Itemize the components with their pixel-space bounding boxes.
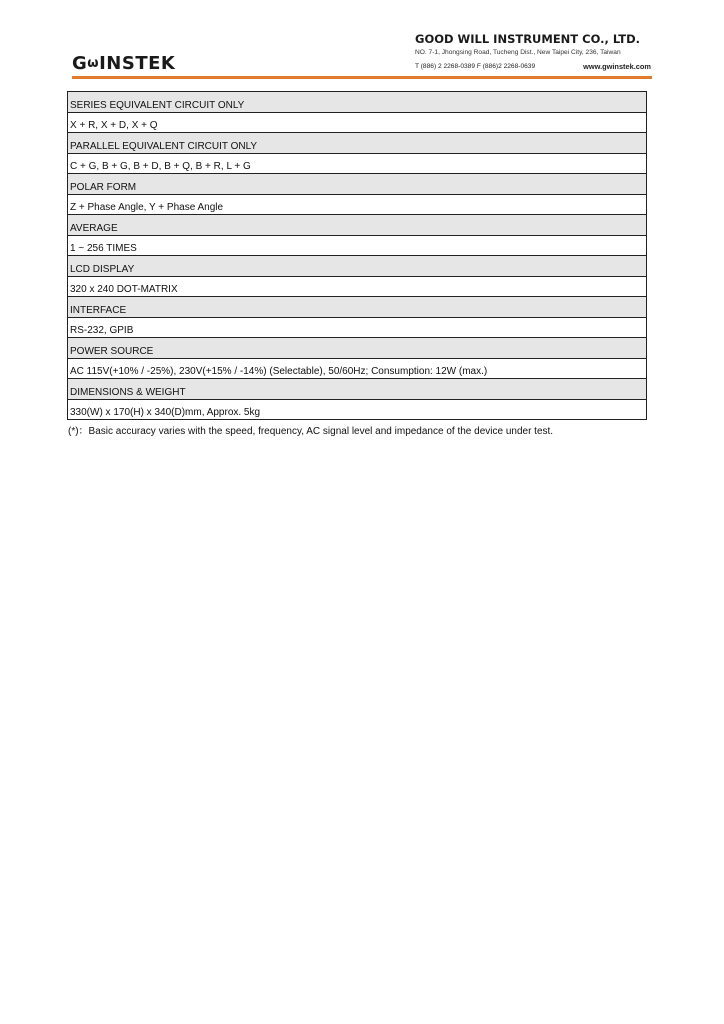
spec-value: X + R, X + D, X + Q bbox=[68, 112, 647, 133]
spec-value: C + G, B + G, B + D, B + Q, B + R, L + G bbox=[68, 153, 647, 174]
accuracy-footnote: (*)：Basic accuracy varies with the speed, frequency, AC signal level and impedance of the device under test. bbox=[68, 426, 554, 437]
table-row bbox=[68, 358, 647, 379]
spec-heading: SERIES EQUIVALENT CIRCUIT ONLY bbox=[68, 92, 647, 113]
table-row bbox=[68, 276, 647, 297]
table-row bbox=[68, 256, 647, 277]
table-row bbox=[68, 399, 647, 420]
spec-heading: DIMENSIONS & WEIGHT bbox=[68, 379, 647, 400]
table-row bbox=[68, 297, 647, 318]
table-row bbox=[68, 174, 647, 195]
table-row bbox=[68, 317, 647, 338]
spec-value: Z + Phase Angle, Y + Phase Angle bbox=[68, 194, 647, 215]
spec-heading: PARALLEL EQUIVALENT CIRCUIT ONLY bbox=[68, 133, 647, 154]
table-row bbox=[68, 215, 647, 236]
table-row bbox=[68, 133, 647, 154]
spec-value: 320 x 240 DOT-MATRIX bbox=[68, 276, 647, 297]
company-contact bbox=[415, 62, 651, 71]
table-row bbox=[68, 338, 647, 359]
spec-table bbox=[67, 91, 647, 420]
phone-fax: T (886) 2 2268-0389 F (886)2 2268-0639 bbox=[415, 63, 536, 70]
page-header bbox=[0, 0, 724, 80]
company-address: NO. 7-1, Jhongsing Road, Tucheng Dist., New Taipei City, 236, Taiwan bbox=[415, 49, 621, 56]
website: www.gwinstek.com bbox=[583, 62, 651, 71]
spec-value: 330(W) x 170(H) x 340(D)mm, Approx. 5kg bbox=[68, 399, 647, 420]
spec-heading: LCD DISPLAY bbox=[68, 256, 647, 277]
table-row bbox=[68, 235, 647, 256]
table-row bbox=[68, 112, 647, 133]
spec-value: 1 ~ 256 TIMES bbox=[68, 235, 647, 256]
spec-value: AC 115V(+10% / -25%), 230V(+15% / -14%) (Selectable), 50/60Hz; Consumption: 12W (max.) bbox=[68, 358, 647, 379]
company-name: GOOD WILL INSTRUMENT CO., LTD. bbox=[415, 32, 641, 46]
header-divider bbox=[72, 76, 652, 79]
spec-heading: POWER SOURCE bbox=[68, 338, 647, 359]
spec-heading: AVERAGE bbox=[68, 215, 647, 236]
table-row bbox=[68, 379, 647, 400]
spec-heading: POLAR FORM bbox=[68, 174, 647, 195]
spec-value: RS-232, GPIB bbox=[68, 317, 647, 338]
table-row bbox=[68, 194, 647, 215]
spec-heading: INTERFACE bbox=[68, 297, 647, 318]
gwinstek-logo: GωINSTEK bbox=[72, 53, 176, 74]
table-row bbox=[68, 92, 647, 113]
table-row bbox=[68, 153, 647, 174]
